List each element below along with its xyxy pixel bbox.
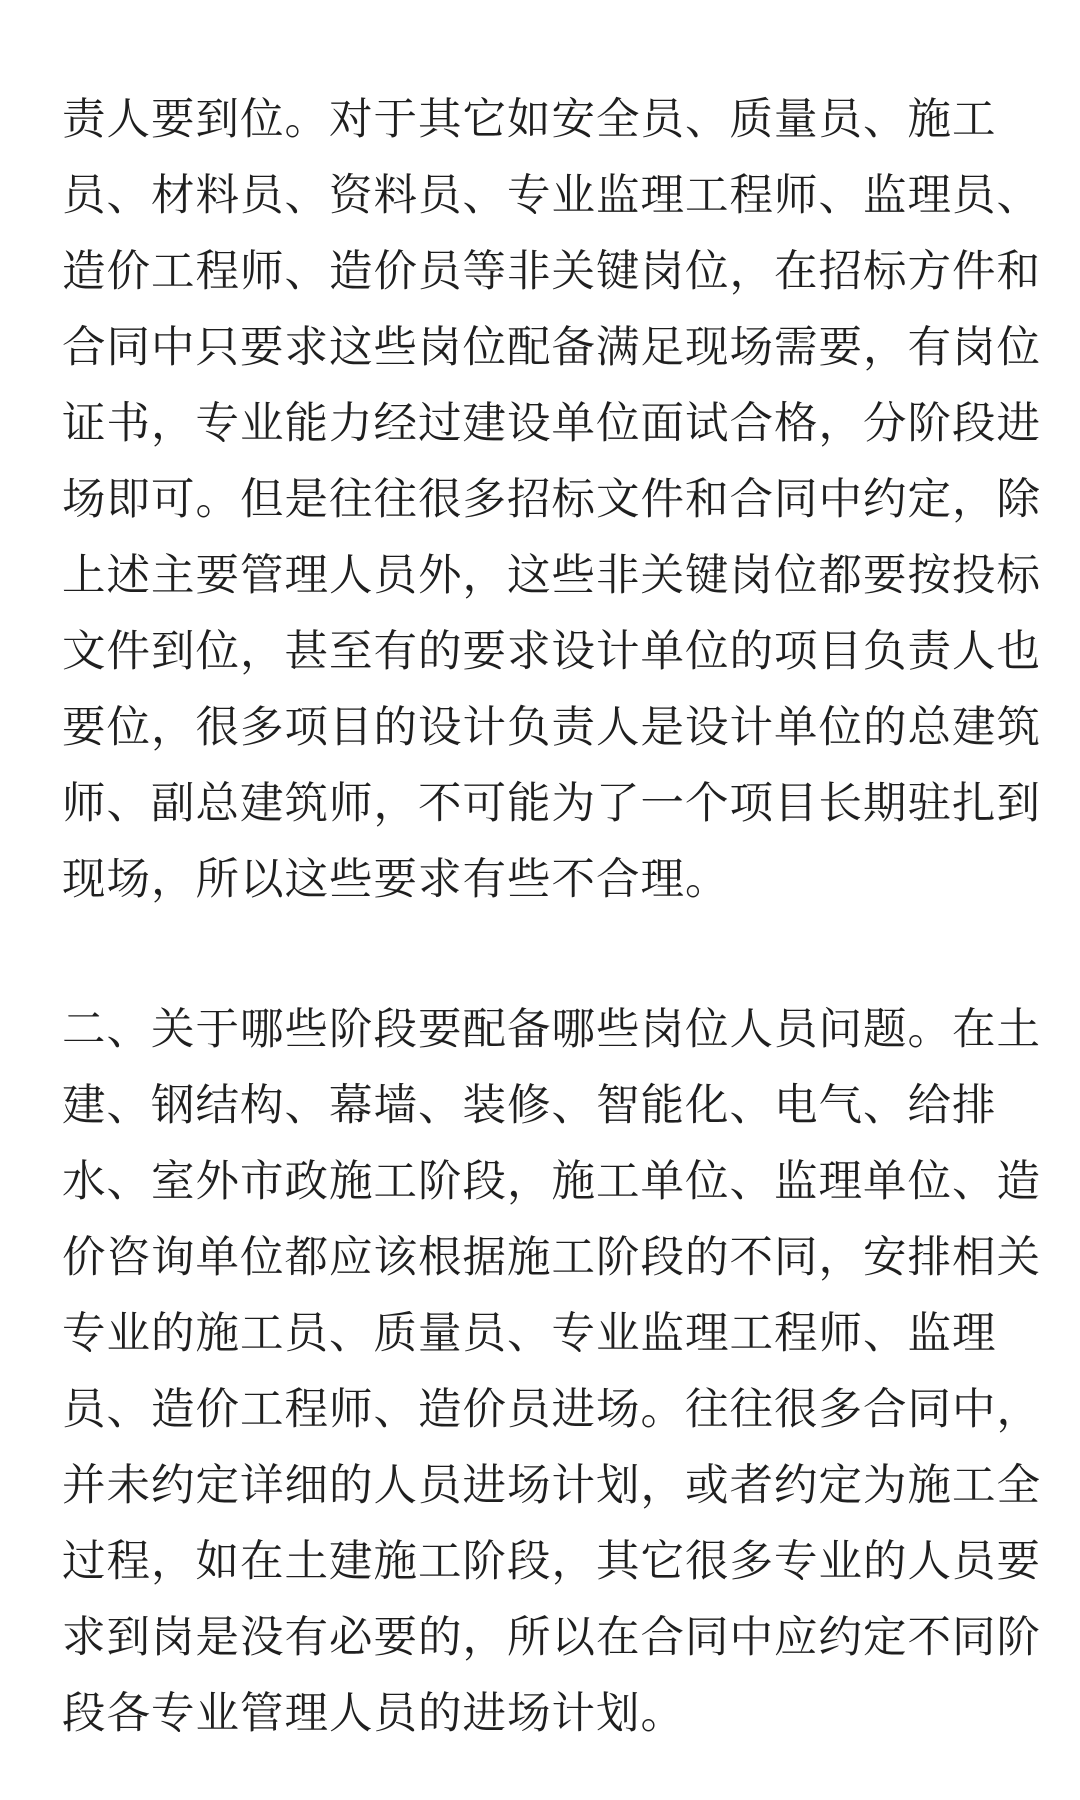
text-line: 文件到位，甚至有的要求设计单位的项目负责人也 <box>62 627 1041 677</box>
text-line: 水、室外市政施工阶段，施工单位、监理单位、造 <box>62 1157 1041 1207</box>
text-line: 二、关于哪些阶段要配备哪些岗位人员问题。在土 <box>62 1005 1041 1055</box>
text-line: 场即可。但是往往很多招标文件和合同中约定，除 <box>62 475 1041 525</box>
text-line: 造价工程师、造价员等非关键岗位，在招标方件和 <box>62 247 1041 297</box>
text-line: 专业的施工员、质量员、专业监理工程师、监理 <box>62 1309 997 1359</box>
paragraph-1 <box>62 82 1041 918</box>
text-line: 求到岗是没有必要的，所以在合同中应约定不同阶 <box>62 1613 1041 1663</box>
text-line: 证书，专业能力经过建设单位面试合格，分阶段进 <box>62 399 1041 449</box>
text-line: 并未约定详细的人员进场计划，或者约定为施工全 <box>62 1461 1041 1511</box>
text-line: 段各专业管理人员的进场计划。 <box>62 1689 685 1739</box>
text-line: 过程，如在土建施工阶段，其它很多专业的人员要 <box>62 1537 1041 1587</box>
text-line: 合同中只要求这些岗位配备满足现场需要，有岗位 <box>62 323 1041 373</box>
text-line: 价咨询单位都应该根据施工阶段的不同，安排相关 <box>62 1233 1041 1283</box>
text-line: 员、材料员、资料员、专业监理工程师、监理员、 <box>62 171 1041 221</box>
text-line: 师、副总建筑师，不可能为了一个项目长期驻扎到 <box>62 779 1041 829</box>
text-line: 上述主要管理人员外，这些非关键岗位都要按投标 <box>62 551 1041 601</box>
text-line: 员、造价工程师、造价员进场。往往很多合同中， <box>62 1385 1041 1435</box>
text-line: 要位，很多项目的设计负责人是设计单位的总建筑 <box>62 703 1041 753</box>
text-line: 责人要到位。对于其它如安全员、质量员、施工 <box>62 95 997 145</box>
paragraph-2 <box>62 992 1041 1752</box>
text-line: 现场，所以这些要求有些不合理。 <box>62 855 730 905</box>
article-body <box>62 82 1041 1752</box>
paragraph-spacer <box>62 918 1024 992</box>
text-line: 建、钢结构、幕墙、装修、智能化、电气、给排 <box>62 1081 997 1131</box>
